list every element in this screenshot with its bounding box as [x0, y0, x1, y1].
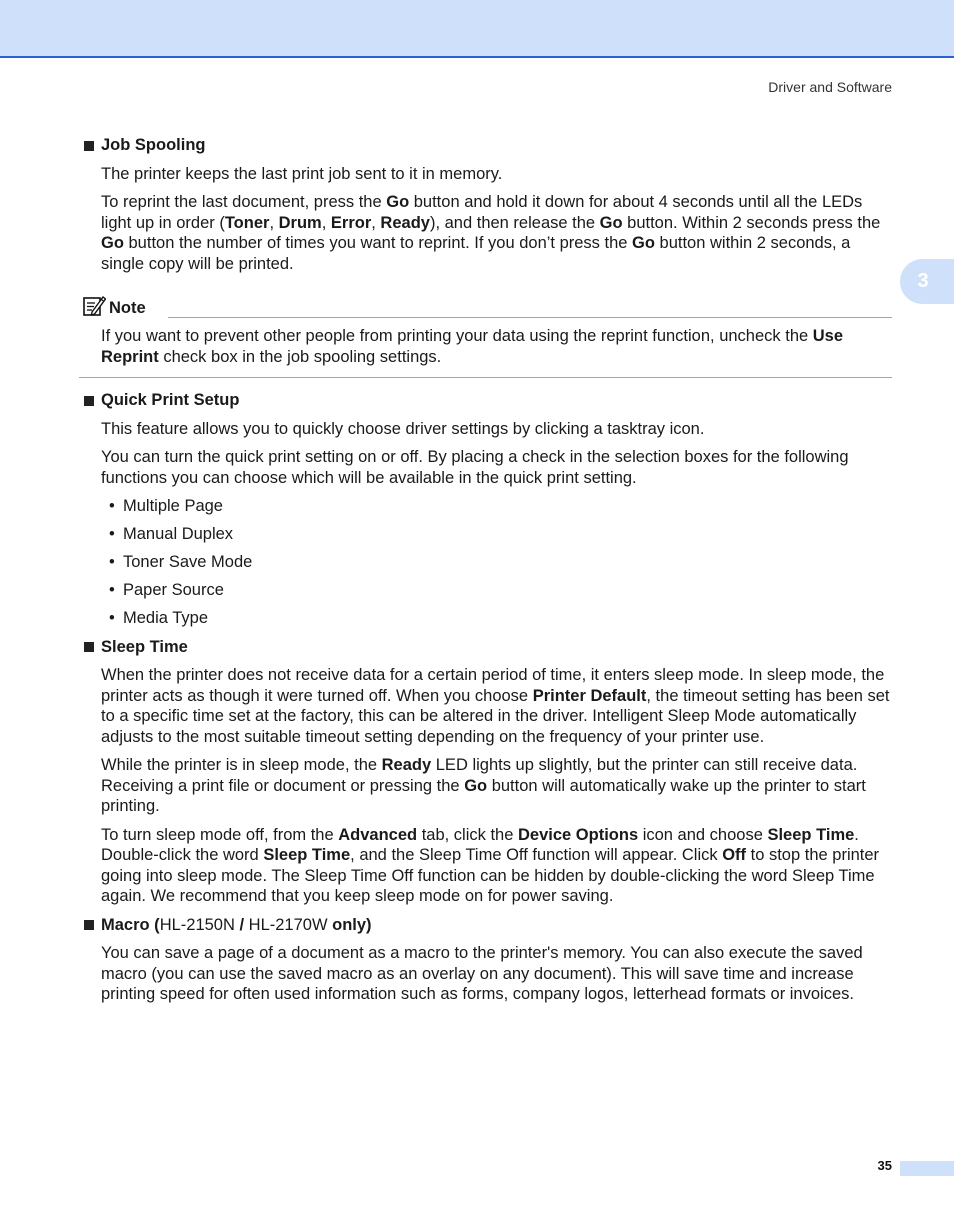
page-body: [84, 135, 892, 1013]
square-bullet-icon: [84, 920, 94, 930]
section-heading-macro: Macro (HL-2150N / HL-2170W only): [84, 915, 892, 936]
paragraph: To reprint the last document, press the Go button and hold it down for about 4 seconds until all the LEDs light up in order (Toner, Drum, Error, Ready), and then release the Go button. Within 2 seconds press the Go button the number of times you want to reprint. If you don’t press the Go button within 2 seconds, a single copy will be printed.: [101, 193, 881, 273]
paragraph: You can save a page of a document as a macro to the printer's memory. You can also execute the saved macro (you can use the saved macro as an overlay on any document). This will save time and increase printing speed for often used information such as forms, company logos, letterhead formats or invoices.: [101, 944, 863, 1003]
note-text: If you want to prevent other people from printing your data using the reprint function, uncheck the Use Reprint check box in the job spooling settings.: [101, 327, 844, 366]
paragraph: While the printer is in sleep mode, the Ready LED lights up slightly, but the printer can still receive data. Receiving a print file or document or pressing the Go button will automatically wake up the printer to start printing.: [101, 756, 866, 815]
section-heading-sleep-time: Sleep Time: [84, 637, 892, 658]
note-end-divider: [79, 377, 892, 378]
paragraph: The printer keeps the last print job sent to it in memory.: [101, 164, 503, 183]
chapter-tab: [900, 259, 954, 304]
page-number-bar: [900, 1161, 954, 1176]
chapter-tab-number: 3: [917, 270, 929, 292]
paragraph: You can turn the quick print setting on or off. By placing a check in the selection boxes for the following functions you can choose which will be available in the quick print setting.: [101, 448, 849, 487]
note-label: Note: [109, 299, 146, 317]
chapter-title: Driver and Software: [768, 79, 892, 95]
note-divider: [168, 317, 892, 318]
list-item: • Toner Save Mode: [109, 553, 253, 571]
note-pencil-icon: [82, 294, 106, 318]
square-bullet-icon: [84, 642, 94, 652]
quick-print-function-list: [109, 496, 892, 629]
paragraph: To turn sleep mode off, from the Advanced tab, click the Device Options icon and choose Sleep Time. Double-click the word Sleep Time, and the Sleep Time Off function will appear. Click Off to stop the printer going into sleep mode. The Sleep Time Off function can be hidden by double-clicking the word Sleep Time again. We recommend that you keep sleep mode on for power saving.: [101, 825, 880, 905]
section-heading-quick-print-setup: Quick Print Setup: [84, 390, 892, 411]
square-bullet-icon: [84, 396, 94, 406]
list-item: • Manual Duplex: [109, 525, 234, 543]
list-item: • Media Type: [109, 609, 208, 627]
list-item: • Paper Source: [109, 581, 224, 599]
page-number: 35: [877, 1158, 892, 1173]
paragraph: This feature allows you to quickly choose driver settings by clicking a tasktray icon.: [101, 419, 705, 438]
header-band: [0, 0, 954, 58]
square-bullet-icon: [84, 141, 94, 151]
note-header: [84, 292, 892, 318]
section-heading-job-spooling: Job Spooling: [84, 135, 892, 156]
paragraph: When the printer does not receive data for a certain period of time, it enters sleep mode. In sleep mode, the printer acts as though it were turned off. When you choose Printer Default, the timeout setting has been set to a specific time set at the factory, this can be altered in the driver. Intelligent Sleep Mode automatically adjusts to the most suitable timeout setting depending on the frequency of your printer use.: [101, 666, 890, 746]
list-item: • Multiple Page: [109, 497, 223, 515]
